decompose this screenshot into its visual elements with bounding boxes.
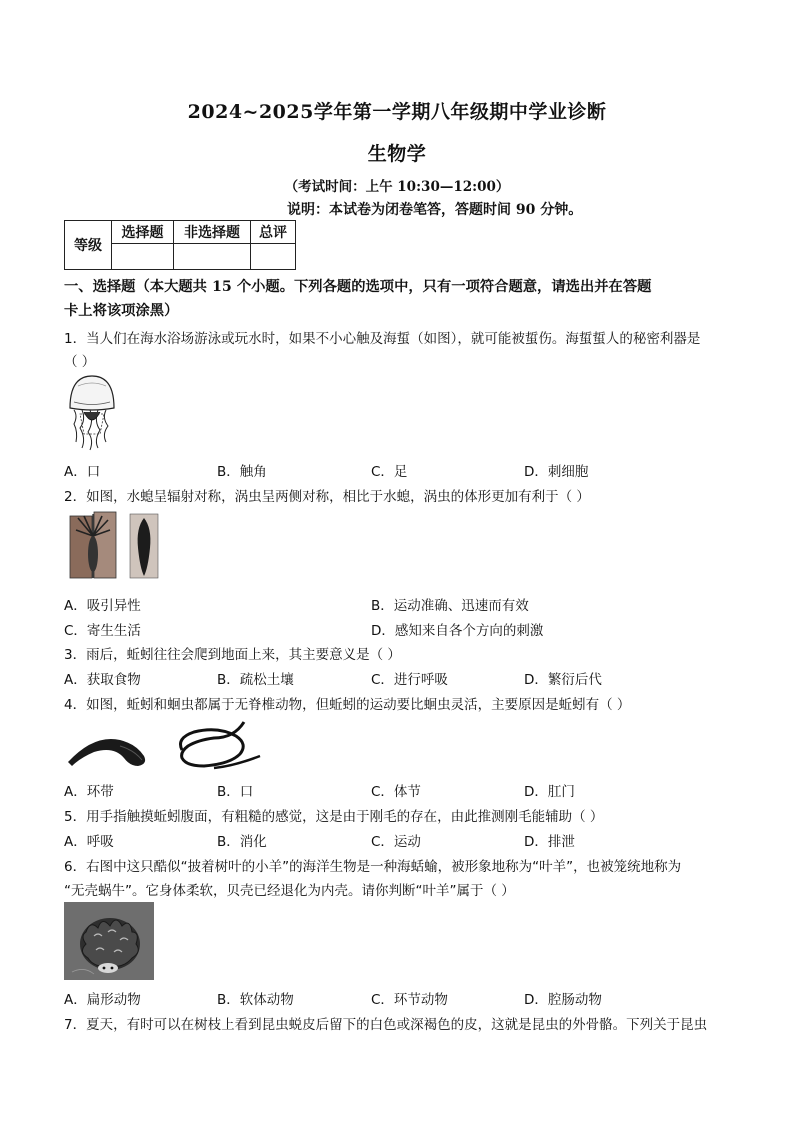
question-6-line2: “无壳蜗牛”。它身体柔软，贝壳已经退化为内壳。请你判断“叶羊”属于（ ） [64,883,515,899]
q3-option-d: D．繁衍后代 [524,672,602,688]
grade-table [64,220,296,270]
jellyfish-illustration [64,372,118,452]
grade-cell-total[interactable] [251,244,296,270]
q2-option-c: C．寄生生活 [64,623,141,639]
grade-col-nonchoice: 非选择题 [174,221,251,244]
q5-option-b: B．消化 [217,834,267,850]
q4-option-c: C．体节 [371,784,421,800]
q2-option-a: A．吸引异性 [64,598,141,614]
grade-col-total: 总评 [251,221,296,244]
q1-option-c: C．足 [371,464,408,480]
question-1-line1: 1．当人们在海水浴场游泳或玩水时，如果不小心触及海蜇（如图），就可能被蜇伤。海蜇蜇人的秘密利器是 [64,331,701,347]
section-heading-line2: 卡上将该项涂黑） [64,303,179,319]
question-2-line1: 2．如图，水螅呈辐射对称，涡虫呈两侧对称，相比于水螅，涡虫的体形更加有利于（ ） [64,489,590,505]
grade-cell-nonchoice[interactable] [174,244,251,270]
q6-option-d: D．腔肠动物 [524,992,602,1008]
exam-title: 2024~2025学年第一学期八年级期中学业诊断 [187,101,607,123]
question-6-line1: 6．右图中这只酷似“披着树叶的小羊”的海洋生物是一种海蛞蝓，被形象地称为“叶羊”，也被笼统地称为 [64,859,682,875]
q4-option-b: B．口 [217,784,254,800]
q2-option-d: D．感知来自各个方向的刺激 [371,623,544,639]
q1-option-a: A．口 [64,464,101,480]
grade-col-choice: 选择题 [112,221,174,244]
q3-option-b: B．疏松土壤 [217,672,294,688]
question-5-line1: 5．用手指触摸蚯蚓腹面，有粗糙的感觉，这是由于刚毛的存在，由此推测刚毛能辅助（ ） [64,809,604,825]
q5-option-d: D．排泄 [524,834,575,850]
section-heading-line1: 一、选择题（本大题共 15 个小题。下列各题的选项中，只有一项符合题意，请选出并在答题 [64,279,652,295]
leaf-sheep-photo [64,902,154,980]
q5-option-c: C．运动 [371,834,421,850]
question-1-line2: （ ） [64,354,96,370]
q6-option-a: A．扁形动物 [64,992,141,1008]
q5-option-a: A．呼吸 [64,834,114,850]
grade-row-header: 等级 [65,221,112,270]
q3-option-a: A．获取食物 [64,672,141,688]
q2-option-b: B．运动准确、迅速而有效 [371,598,529,614]
symmetry-illustration [64,508,162,584]
exam-time: （考试时间：上午 10:30—12:00） [284,179,510,195]
q4-option-d: D．肛门 [524,784,575,800]
q4-option-a: A．环带 [64,784,114,800]
question-4-line1: 4．如图，蚯蚓和蛔虫都属于无脊椎动物，但蚯蚓的运动要比蛔虫灵活，主要原因是蚯蚓有（ ） [64,697,631,713]
grade-cell-choice[interactable] [112,244,174,270]
q1-option-b: B．触角 [217,464,267,480]
exam-note: 说明：本试卷为闭卷笔答，答题时间 90 分钟。 [287,202,583,218]
q1-option-d: D．刺细胞 [524,464,589,480]
q3-option-c: C．进行呼吸 [371,672,448,688]
worms-illustration [64,716,266,774]
q6-option-c: C．环节动物 [371,992,448,1008]
question-3-line1: 3．雨后，蚯蚓往往会爬到地面上来，其主要意义是（ ） [64,647,401,663]
question-7-line1: 7．夏天，有时可以在树枝上看到昆虫蜕皮后留下的白色或深褐色的皮，这就是昆虫的外骨骼。下列关于昆虫 [64,1017,708,1033]
q6-option-b: B．软体动物 [217,992,294,1008]
subject-title: 生物学 [367,143,427,165]
